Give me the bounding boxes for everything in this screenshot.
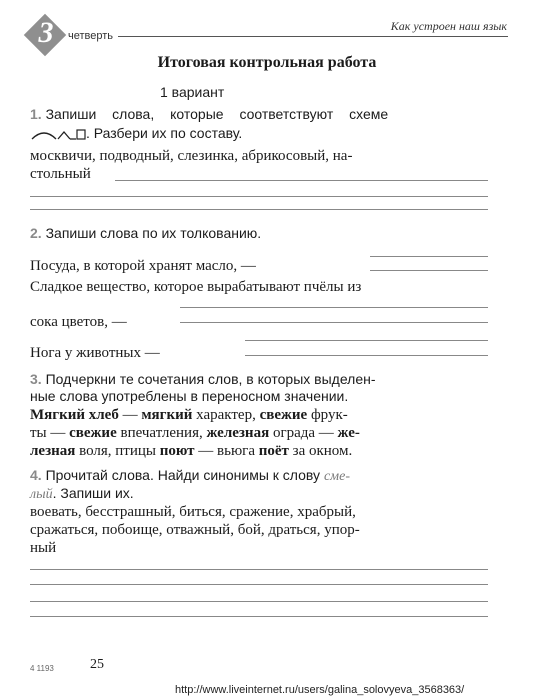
phrase-text: фрук- [307, 407, 348, 423]
phrase-word: поют [159, 443, 195, 459]
task-2-text: Запиши слова по их толкованию. [45, 225, 262, 241]
morpheme-scheme-icon [30, 127, 86, 141]
answer-line[interactable] [180, 322, 488, 323]
phrase-word: лезная [30, 443, 76, 459]
task-number: 1. [30, 106, 42, 122]
answer-line[interactable] [370, 256, 488, 257]
task-4-words-line2: сражаться, побоище, отважный, бой, драться, упор- [30, 522, 360, 538]
task-4-instruction [30, 466, 492, 486]
task-2-item-1: Посуда, в которой хранят масло, — [30, 258, 256, 274]
quarter-label: четверть [68, 30, 114, 42]
answer-line[interactable] [245, 340, 488, 341]
answer-line[interactable] [30, 209, 488, 210]
page-number: 25 [90, 657, 104, 672]
phrase-word: железная [206, 425, 270, 441]
task-2-item-3: сока цветов, — [30, 314, 127, 330]
target-word-end: лый [30, 487, 53, 502]
task-1-words-line1: москвичи, подводный, слезинка, абрикосовый, на- [30, 148, 353, 164]
answer-line[interactable] [30, 601, 488, 602]
task-4-words-line3: ный [30, 540, 57, 556]
phrase-text: воля, птицы [75, 443, 160, 459]
answer-line[interactable] [115, 180, 488, 181]
phrase-text: впечатления, [116, 425, 207, 441]
phrase-word: же- [337, 425, 360, 441]
task-3-instruction [30, 370, 492, 388]
phrase-word: поёт [258, 443, 289, 459]
task-2-item-4: Нога у животных — [30, 345, 160, 361]
phrase-word: свежие [259, 407, 308, 423]
answer-line[interactable] [30, 584, 488, 585]
task-3-phrases-line3 [30, 441, 492, 462]
task-1-instruction-line2 [30, 124, 492, 142]
answer-line[interactable] [30, 196, 488, 197]
variant-label: 1 вариант [160, 84, 225, 100]
task-number: 3. [30, 371, 42, 387]
task-number: 2. [30, 225, 42, 241]
task-3-text-line1: Подчеркни те сочетания слов, в которых выделен- [45, 371, 376, 387]
phrase-text: — [118, 407, 142, 423]
phrase-text: ты — [30, 425, 70, 441]
task-1-text-a: Запиши слова, которые соответствуют схеме [45, 106, 389, 122]
task-4-text-b: . Запиши их. [52, 485, 134, 501]
phrase-word: Мягкий хлеб [30, 407, 119, 423]
task-1-instruction [30, 105, 492, 123]
answer-line[interactable] [180, 307, 488, 308]
task-4-instruction-line2 [30, 484, 492, 504]
task-number: 4. [30, 467, 42, 483]
phrase-text: — вьюга [194, 443, 259, 459]
phrase-word: мягкий [141, 407, 193, 423]
task-4-text-a: Прочитай слова. Найди синонимы к слову [45, 467, 321, 483]
phrase-text: ограда — [269, 425, 338, 441]
quarter-number: 3 [38, 16, 54, 49]
phrase-text: за окном. [288, 443, 353, 459]
watermark-url: http://www.liveinternet.ru/users/galina_solovyeva_3568363/ [175, 684, 465, 696]
task-1-text-b: . Разбери их по составу. [86, 125, 243, 141]
target-word: сме- [323, 469, 350, 484]
task-4-words-line1: воевать, бесстрашный, биться, сражение, храбрый, [30, 504, 356, 520]
answer-line[interactable] [370, 270, 488, 271]
phrase-text: характер, [192, 407, 260, 423]
answer-line[interactable] [30, 569, 488, 570]
header-rule [118, 36, 508, 37]
task-1-words-line2: стольный [30, 166, 91, 182]
page-title: Итоговая контрольная работа [157, 54, 377, 71]
print-code: 4 1193 [30, 664, 54, 673]
task-2-instruction [30, 224, 492, 242]
answer-line[interactable] [30, 616, 488, 617]
task-3-instruction-line2: ные слова употреблены в переносном значении. [30, 388, 349, 404]
answer-line[interactable] [245, 355, 488, 356]
task-2-item-2: Сладкое вещество, которое вырабатывают пчёлы из [30, 279, 362, 295]
phrase-word: свежие [69, 425, 117, 441]
topic-title: Как устроен наш язык [390, 19, 507, 33]
